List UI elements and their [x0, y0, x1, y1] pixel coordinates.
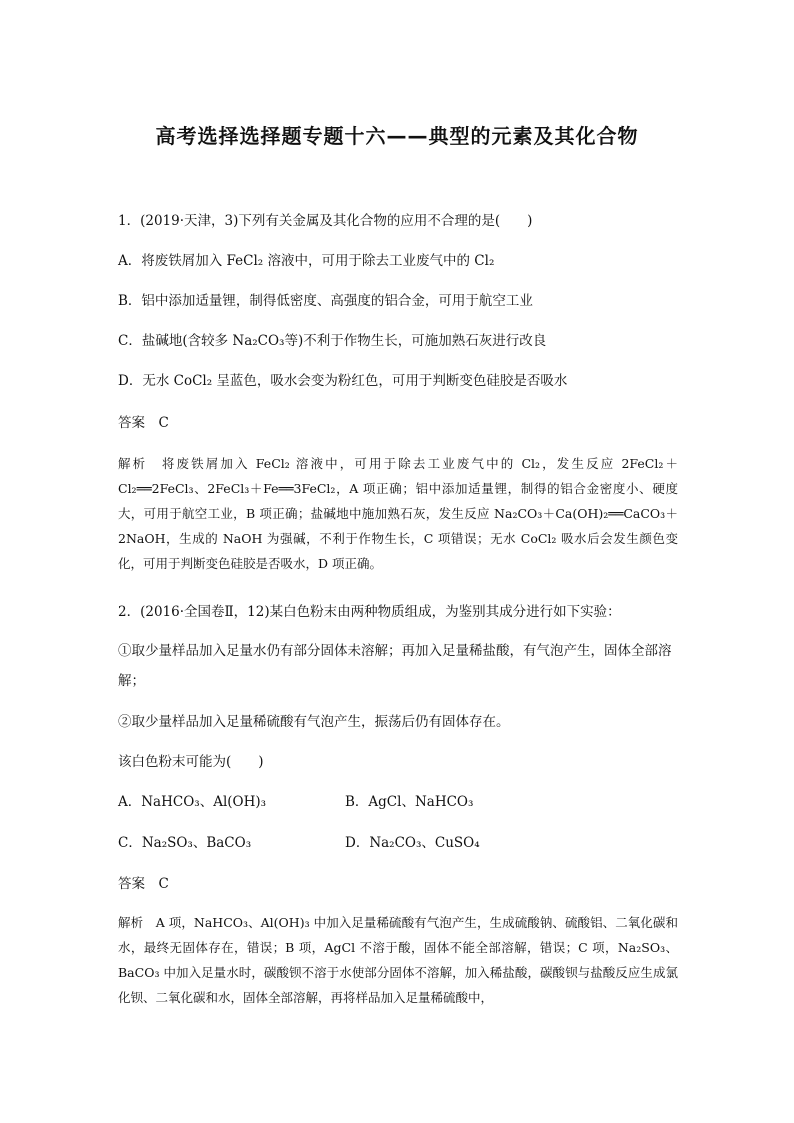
q2-option-a: A．NaHCO₃、Al(OH)₃ — [118, 794, 267, 810]
q2-experiment-2: ②取少量样品加入足量稀硫酸有气泡产生，振荡后仍有固体存在。 — [118, 714, 510, 730]
q1-option-a: A．将废铁屑加入 FeCl₂ 溶液中，可用于除去工业废气中的 Cl₂ — [118, 253, 495, 269]
q2-option-b: B．AgCl、NaHCO₃ — [345, 794, 474, 810]
q2-question: 该白色粉末可能为( ) — [118, 754, 264, 770]
page-title: 高考选择选择题专题十六——典型的元素及其化合物 — [155, 124, 639, 148]
q2-stem: 2．(2016·全国卷Ⅱ，12)某白色粉末由两种物质组成，为鉴别其成分进行如下实验： — [118, 604, 621, 620]
q2-option-c: C．Na₂SO₃、BaCO₃ — [118, 835, 252, 851]
q2-analysis: 解析 A 项，NaHCO₃、Al(OH)₃ 中加入足量稀硫酸有气泡产生，生成硫酸钠、硫酸铝、二氧化碳和水，最终无固体存在，错误；B 项，AgCl 不溶于酸，固体不能全部溶解，错误；C 项，Na₂SO₃、BaCO₃ 中加入足量水时，碳酸钡不溶于水使部分固体不溶解，加入稀盐酸，碳酸钡与盐酸反应生成氯化钡、二氧化碳和水，固体全部溶解，再将样品加入足量稀硫酸中， — [118, 915, 678, 1005]
q2-answer: 答案 C — [118, 876, 169, 892]
q1-option-c: C．盐碱地(含较多 Na₂CO₃等)不利于作物生长，可施加熟石灰进行改良 — [118, 333, 547, 349]
q1-option-d: D．无水 CoCl₂ 呈蓝色，吸水会变为粉红色，可用于判断变色硅胶是否吸水 — [118, 373, 568, 389]
q1-analysis: 解析 将废铁屑加入 FeCl₂ 溶液中，可用于除去工业废气中的 Cl₂，发生反应 2FeCl₂＋Cl₂══2FeCl₃、2FeCl₃＋Fe══3FeCl₂，A 项正确；铝中添加适量锂，制得的铝合金密度小、硬度大，可用于航空工业，B 项正确；盐碱地中施加熟石灰，发生反应 Na₂CO₃＋Ca(OH)₂══CaCO₃＋2NaOH，生成的 NaOH 为强碱，不利于作物生长，C 项错误；无水 CoCl₂ 吸水后会发生颜色变化，可用于判断变色硅胶是否吸水，D 项正确。 — [118, 456, 678, 571]
q1-answer: 答案 C — [118, 415, 169, 431]
q2-experiment-1: ①取少量样品加入足量水仍有部分固体未溶解；再加入足量稀盐酸，有气泡产生，固体全部溶解； — [118, 643, 672, 689]
q2-option-d: D．Na₂CO₃、CuSO₄ — [345, 835, 480, 851]
q1-option-b: B．铝中添加适量锂，制得低密度、高强度的铝合金，可用于航空工业 — [118, 293, 533, 309]
q1-stem: 1．(2019·天津，3)下列有关金属及其化合物的应用不合理的是( ) — [118, 213, 533, 229]
